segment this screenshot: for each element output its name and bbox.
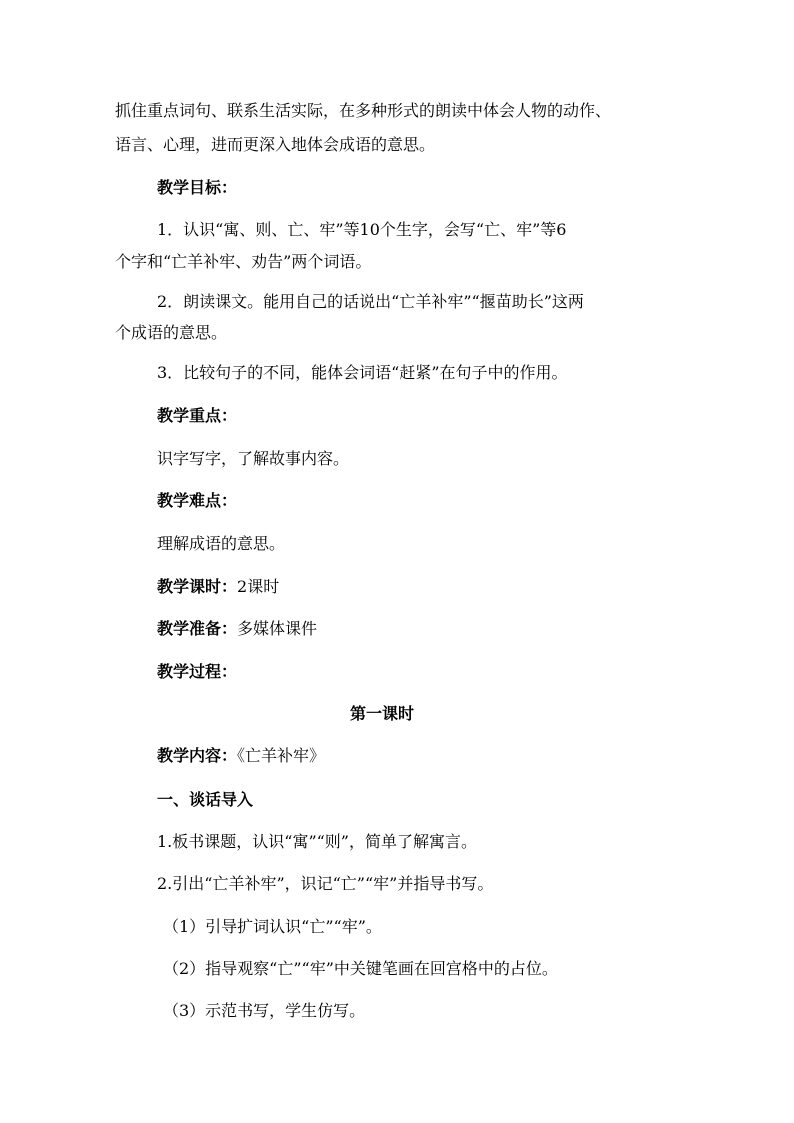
goal-2-line-2: 个成语的意思。 <box>115 323 228 342</box>
intro-line-1: 抓住重点词句、联系生活实际，在多种形式的朗读中体会人物的动作、 <box>115 101 612 120</box>
lesson-title: 第一课时 <box>349 704 414 723</box>
key-points-heading: 教学重点： <box>157 406 238 425</box>
section-1-heading: 一、谈话导入 <box>157 790 254 809</box>
goal-1-line-1: 1．认识“寓、则、亡、牢”等10个生字，会写“亡、牢”等6 <box>157 220 567 239</box>
step-2: 2.引出“亡羊补牢”，识记“亡”“牢”并指导书写。 <box>157 874 494 893</box>
goal-1-line-2: 个字和“亡羊补牢、劝告”两个词语。 <box>115 252 372 271</box>
class-hours <box>157 577 279 597</box>
process-heading: 教学过程： <box>157 662 238 681</box>
goal-3: 3．比较句子的不同，能体会词语“赶紧”在句子中的作用。 <box>157 363 568 382</box>
preparation-value: 多媒体课件 <box>237 619 318 638</box>
intro-line-2: 语言、心理，进而更深入地体会成语的意思。 <box>115 135 436 154</box>
class-hours-value: 2课时 <box>237 577 280 596</box>
difficult-points-heading: 教学难点： <box>157 491 238 510</box>
teaching-content-value: 《亡羊补牢》 <box>237 746 326 765</box>
teaching-content-label: 教学内容： <box>157 746 238 765</box>
sub-step-3: （3）示范书写，学生仿写。 <box>163 1001 366 1020</box>
difficult-points-text: 理解成语的意思。 <box>157 534 286 553</box>
preparation <box>157 619 317 639</box>
goals-heading: 教学目标： <box>157 178 238 197</box>
key-points-text: 识字写字，了解故事内容。 <box>157 449 350 468</box>
sub-step-2: （2）指导观察“亡”“牢”中关键笔画在回宫格中的占位。 <box>163 959 558 978</box>
class-hours-label: 教学课时： <box>157 577 238 596</box>
teaching-content <box>157 746 325 766</box>
step-1: 1.板书课题，认识“寓”“则”，简单了解寓言。 <box>157 832 477 851</box>
goal-2-line-1: 2．朗读课文。能用自己的话说出“亡羊补牢”“揠苗助长”这两 <box>157 292 584 311</box>
preparation-label: 教学准备： <box>157 619 238 638</box>
sub-step-1: （1）引导扩词认识“亡”“牢”。 <box>163 917 382 936</box>
